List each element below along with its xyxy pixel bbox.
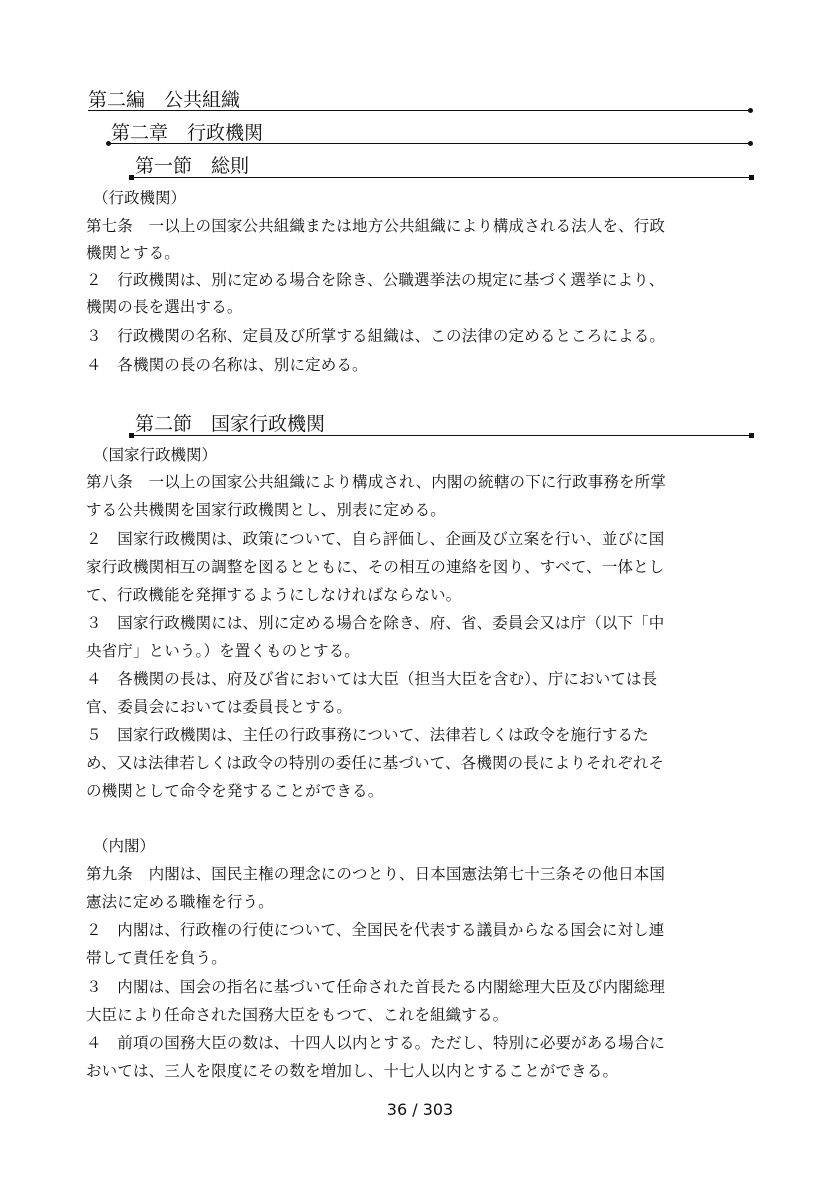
- chapter-heading-rule: [108, 143, 750, 144]
- text-line: 機関の長を選出する。: [86, 298, 243, 316]
- section-heading-2: 第二節 国家行政機関: [135, 413, 326, 435]
- chapter-rule-start-dot: [106, 141, 111, 146]
- text-line: おいては、三人を限度にその数を増加し、十七人以内とすることができる。: [86, 1062, 619, 1080]
- section-heading-1: 第一節 総則: [135, 155, 250, 177]
- page-number: 36 / 303: [386, 1100, 454, 1119]
- part-heading-rule: [88, 110, 750, 111]
- text-line: ３ 行政機関の名称、定員及び所掌する組織は、この法律の定めるところによる。: [86, 327, 666, 345]
- chapter-heading: 第二章 行政機関: [111, 122, 264, 144]
- text-line: 家行政機関相互の調整を図るとともに、その相互の連絡を図り、すべて、一体とし: [86, 558, 665, 576]
- text-line: 憲法に定める職権を行う。: [86, 893, 274, 911]
- text-line: て、行政機能を発揮するようにしなければならない。: [86, 586, 462, 604]
- article-caption: （内閣）: [93, 837, 156, 855]
- part-heading: 第二編 公共組織: [88, 89, 241, 111]
- text-line: ２ 行政機関は、別に定める場合を除き、公職選挙法の規定に基づく選挙により、: [86, 271, 665, 289]
- text-line: 機関とする。: [86, 244, 180, 262]
- section-1-rule-start-marker: [129, 175, 134, 180]
- section-2-heading-rule: [132, 435, 752, 436]
- section-2-rule-end-marker: [749, 433, 754, 438]
- text-line: ２ 国家行政機関は、政策について、自ら評価し、企画及び立案を行い、並びに国: [86, 530, 665, 548]
- text-line: ４ 前項の国務大臣の数は、十四人以内とする。ただし、特別に必要がある場合に: [86, 1034, 666, 1052]
- part-rule-end-dot: [748, 108, 753, 113]
- text-line: め、又は法律若しくは政令の特別の委任に基づいて、各機関の長によりそれぞれそ: [86, 754, 665, 772]
- text-line: ４ 各機関の長の名称は、別に定める。: [86, 356, 368, 374]
- text-line: ３ 内閣は、国会の指名に基づいて任命された首長たる内閣総理大臣及び内閣総理: [86, 978, 666, 996]
- section-1-rule-end-marker: [749, 175, 754, 180]
- text-line: ４ 各機関の長は、府及び省においては大臣（担当大臣を含む）、庁においては長: [86, 670, 658, 688]
- section-1-heading-rule: [132, 177, 752, 178]
- article-caption: （国家行政機関）: [93, 446, 218, 464]
- text-line: ５ 国家行政機関は、主任の行政事務について、法律若しくは政令を施行するた: [86, 726, 649, 744]
- text-line: 央省庁」という。）を置くものとする。: [86, 642, 360, 660]
- text-line: 帯して責任を負う。: [86, 949, 227, 967]
- text-line: 第九条 内閣は、国民主権の理念にのつとり、日本国憲法第七十三条その他日本国: [86, 865, 666, 883]
- text-line: 官、委員会においては委員長とする。: [86, 698, 353, 716]
- text-line: 大臣により任命された国務大臣をもつて、これを組織する。: [86, 1006, 509, 1024]
- text-line: ３ 国家行政機関には、別に定める場合を除き、府、省、委員会又は庁（以下「中: [86, 614, 665, 632]
- chapter-rule-end-dot: [748, 141, 753, 146]
- text-line: 第八条 一以上の国家公共組織により構成され、内閣の統轄の下に行政事務を所掌: [86, 473, 666, 491]
- text-line: 第七条 一以上の国家公共組織または地方公共組織により構成される法人を、行政: [86, 217, 666, 235]
- text-line: する公共機関を国家行政機関とし、別表に定める。: [86, 501, 446, 519]
- article-caption: （行政機関）: [93, 189, 187, 207]
- text-line: ２ 内閣は、行政権の行使について、全国民を代表する議員からなる国会に対し連: [86, 921, 665, 939]
- section-2-rule-start-marker: [129, 433, 134, 438]
- text-line: の機関として命令を発することができる。: [86, 782, 384, 800]
